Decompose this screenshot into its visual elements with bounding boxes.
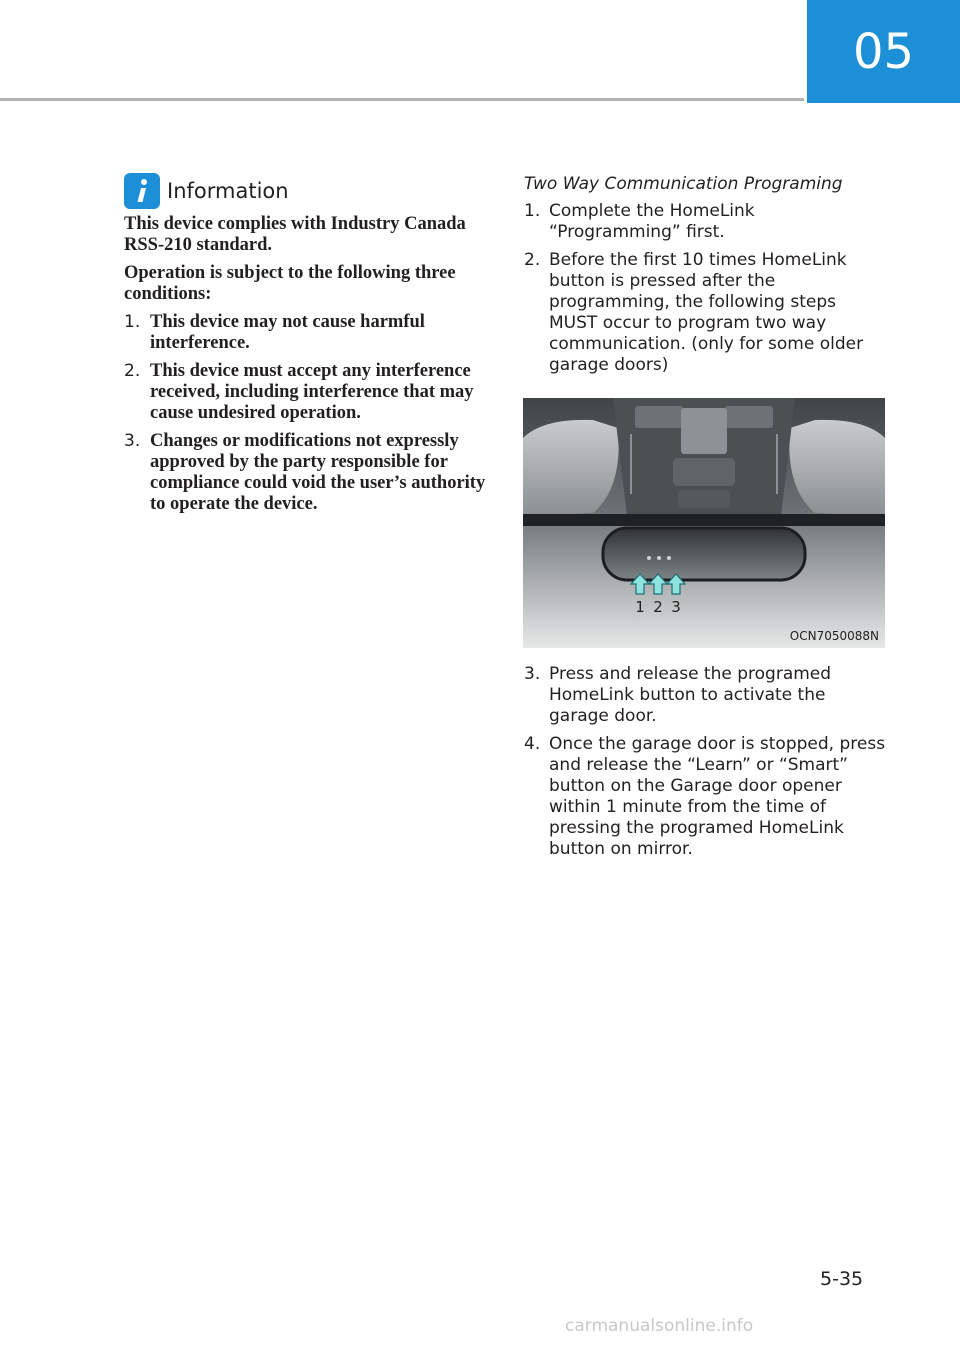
item-number: 3. — [124, 431, 141, 451]
arrow-icon — [667, 574, 685, 594]
steps-list — [524, 201, 886, 376]
callout-label: 3 — [671, 598, 681, 616]
step-item — [524, 734, 886, 860]
header-rule — [0, 98, 804, 101]
figure-code: OCN7050088N — [789, 629, 879, 643]
watermark: carmanualsonline.info — [565, 1316, 754, 1336]
step-text: Complete the HomeLink “Programming” first. — [549, 201, 755, 242]
arrow-icon — [631, 574, 649, 594]
mirror-illustration — [523, 398, 885, 648]
step-item — [524, 664, 886, 727]
step-number: 3. — [524, 664, 541, 684]
step-text: Once the garage door is stopped, press and release the “Learn” or “Smart” button on the Garage door opener within 1 minute from the time of pressing the programed HomeLink button on mirror. — [549, 734, 886, 859]
info-paragraph: Operation is subject to the following three conditions: — [124, 263, 456, 304]
info-condition — [124, 361, 489, 424]
step-item — [524, 201, 886, 243]
item-text: This device must accept any interference received, including interference that may cause undesired operation. — [150, 361, 474, 423]
step-number: 1. — [524, 201, 541, 221]
info-condition — [124, 431, 489, 515]
item-number: 2. — [124, 361, 141, 381]
info-icon — [124, 173, 160, 209]
info-paragraph: This device complies with Industry Canada RSS-210 standard. — [124, 214, 466, 255]
step-number: 2. — [524, 250, 541, 270]
information-box — [124, 170, 489, 522]
chapter-tab: 05 — [807, 0, 960, 103]
steps-list-continued — [524, 664, 886, 860]
item-number: 1. — [124, 312, 141, 332]
page-number: 5-35 — [820, 1268, 864, 1290]
information-title: Information — [167, 179, 289, 203]
info-condition — [124, 312, 489, 354]
step-text: Press and release the programed HomeLink button to activate the garage door. — [549, 664, 832, 726]
button-arrows — [523, 398, 885, 648]
two-way-section — [524, 174, 886, 867]
step-item — [524, 250, 886, 376]
step-number: 4. — [524, 734, 541, 754]
item-text: Changes or modifications not expressly approved by the party responsible for compliance could void the user’s authority to operate the device. — [150, 431, 486, 514]
information-header — [124, 170, 489, 212]
step-text: Before the first 10 times HomeLink button is pressed after the programming, the following steps MUST occur to program two way communication. (only for some older garage doors) — [549, 250, 864, 375]
info-condition-list — [124, 312, 489, 515]
item-text: This device may not cause harmful interference. — [150, 312, 425, 353]
callout-label: 1 — [635, 598, 645, 616]
information-body — [124, 214, 489, 515]
arrow-icon — [649, 574, 667, 594]
section-title: Two Way Communication Programing — [524, 174, 843, 194]
callout-label: 2 — [653, 598, 663, 616]
